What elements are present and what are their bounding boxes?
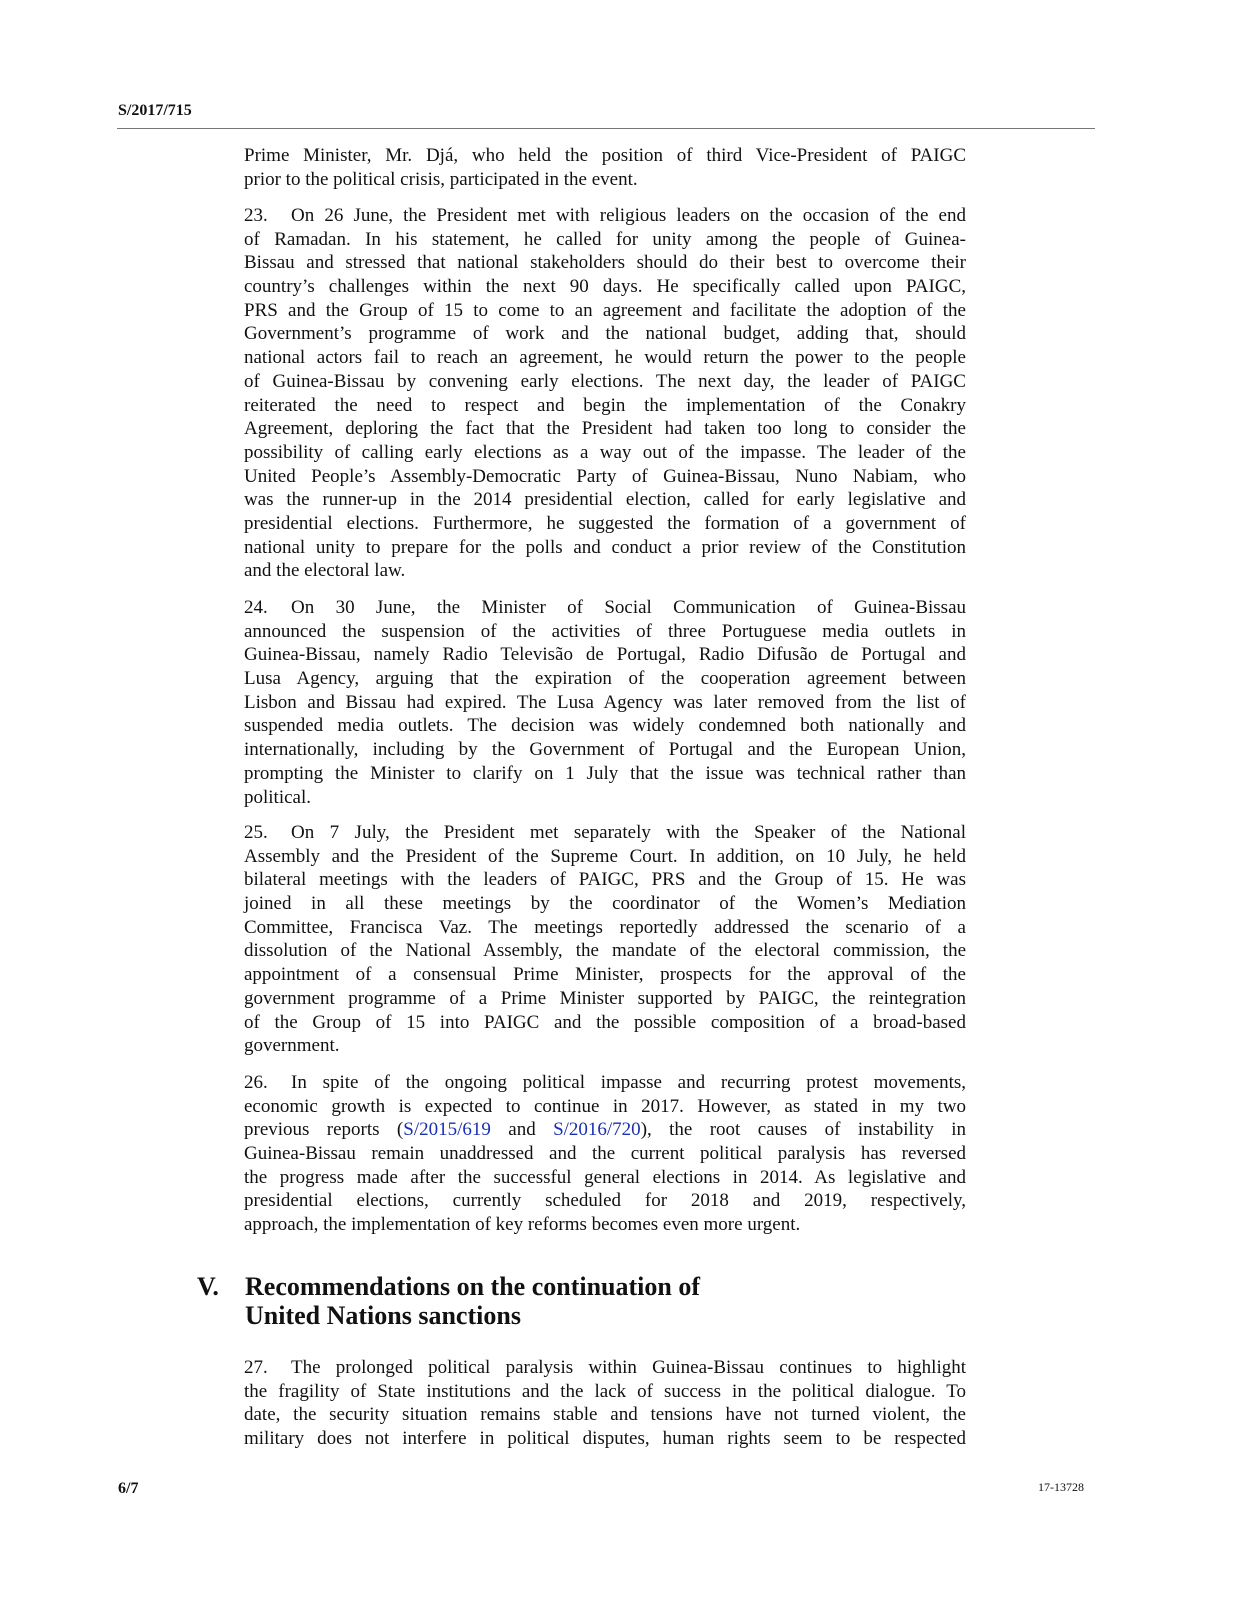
text-line	[244, 714, 966, 738]
paragraph-26	[244, 1071, 966, 1237]
text-line	[244, 1166, 966, 1190]
text-line	[244, 322, 966, 346]
text-line	[244, 228, 966, 252]
text-line	[244, 738, 966, 762]
section-title-line: United Nations sanctions	[245, 1301, 521, 1330]
text-segment: bilateral meetings with the leaders of PAIGC, PRS and the Group of 15. He was	[244, 869, 966, 891]
text-segment: presidential elections. Furthermore, he suggested the formation of a government of	[244, 512, 966, 534]
text-segment: the progress made after the successful general elections in 2014. As legislative and	[244, 1166, 966, 1188]
text-line	[244, 939, 966, 963]
text-segment: Government’s programme of work and the national budget, adding that, should	[244, 323, 966, 345]
text-line	[244, 536, 966, 560]
text-line	[244, 762, 966, 786]
paragraph-25	[244, 821, 966, 1058]
paragraph-number: 24.	[244, 597, 268, 618]
text-line	[244, 643, 966, 667]
text-line	[244, 441, 966, 465]
text-segment: Lisbon and Bissau had expired. The Lusa Agency was later removed from the list of	[244, 691, 966, 713]
text-line	[244, 691, 966, 715]
section-title-line: Recommendations on the continuation of	[245, 1272, 701, 1301]
text-line	[244, 144, 966, 168]
document-link[interactable]: S/2015/619	[403, 1119, 491, 1141]
paragraph-27	[244, 1356, 966, 1451]
text-segment: United People’s Assembly-Democratic Party of Guinea-Bissau, Nuno Nabiam, who	[244, 465, 966, 487]
text-segment: Guinea-Bissau, namely Radio Televisão de Portugal, Radio Difusão de Portugal and	[244, 644, 966, 666]
text-segment: appointment of a consensual Prime Minister, prospects for the approval of the	[244, 964, 966, 986]
text-line	[244, 275, 966, 299]
paragraph-number: 27.	[244, 1357, 268, 1378]
text-line	[244, 1142, 966, 1166]
text-line	[244, 488, 966, 512]
text-segment: Lusa Agency, arguing that the expiration of the cooperation agreement between	[244, 668, 966, 690]
text-line	[244, 845, 966, 869]
text-segment: Committee, Francisca Vaz. The meetings reportedly addressed the scenario of a	[244, 916, 966, 938]
text-segment: approach, the implementation of key reforms becomes even more urgent.	[244, 1214, 801, 1236]
text-line	[244, 620, 966, 644]
text-segment: dissolution of the National Assembly, the mandate of the electoral commission, the	[244, 940, 966, 962]
text-line	[244, 786, 966, 810]
text-segment: of Guinea-Bissau by convening early elections. The next day, the leader of PAIGC	[244, 370, 966, 392]
text-line	[244, 204, 966, 228]
text-segment: of the Group of 15 into PAIGC and the possible composition of a broad-based	[244, 1011, 966, 1033]
text-line	[244, 987, 966, 1011]
text-line	[244, 1189, 966, 1213]
text-line	[244, 963, 966, 987]
paragraph-number: 26.	[244, 1072, 268, 1093]
text-segment: was the runner-up in the 2014 presidential election, called for early legislative and	[244, 489, 966, 511]
text-line	[244, 1034, 966, 1058]
document-symbol: S/2017/715	[118, 102, 192, 119]
text-segment: In spite of the ongoing political impasse and recurring protest movements,	[291, 1072, 966, 1093]
text-segment: political.	[244, 786, 312, 808]
text-segment: prior to the political crisis, participated in the event.	[244, 168, 638, 190]
text-line	[244, 1213, 966, 1237]
text-segment: country’s challenges within the next 90 days. He specifically called upon PAIGC,	[244, 276, 966, 298]
text-segment: prompting the Minister to clarify on 1 July that the issue was technical rather than	[244, 762, 966, 784]
text-segment: government programme of a Prime Minister supported by PAIGC, the reintegration	[244, 987, 966, 1009]
text-segment: Assembly and the President of the Supreme Court. In addition, on 10 July, he held	[244, 845, 966, 867]
text-segment: date, the security situation remains stable and tensions have not turned violent, the	[244, 1404, 966, 1426]
text-segment: On 7 July, the President met separately with the Speaker of the National	[291, 822, 966, 843]
text-segment: Agreement, deploring the fact that the President had taken too long to consider the	[244, 418, 966, 440]
text-line	[244, 1011, 966, 1035]
text-segment: On 26 June, the President met with religious leaders on the occasion of the end	[291, 205, 966, 226]
text-segment: On 30 June, the Minister of Social Communication of Guinea-Bissau	[291, 597, 966, 618]
text-line	[244, 1380, 966, 1404]
text-line	[244, 168, 966, 192]
text-line	[244, 916, 966, 940]
text-line	[244, 1071, 966, 1095]
text-segment: national unity to prepare for the polls and conduct a prior review of the Constitution	[244, 536, 966, 558]
text-line	[244, 512, 966, 536]
page-number: 6/7	[118, 1480, 139, 1497]
text-segment: reiterated the need to respect and begin the implementation of the Conakry	[244, 394, 966, 416]
text-segment: possibility of calling early elections as a way out of the impasse. The leader of the	[244, 441, 966, 463]
paragraph-number: 23.	[244, 205, 268, 226]
text-segment: suspended media outlets. The decision was widely condemned both nationally and	[244, 715, 966, 737]
paragraph-number: 25.	[244, 822, 268, 843]
text-line	[244, 370, 966, 394]
text-segment: and	[490, 1119, 554, 1141]
text-line	[244, 394, 966, 418]
text-line	[244, 465, 966, 489]
text-line	[244, 299, 966, 323]
text-line	[244, 596, 966, 620]
text-segment: and the electoral law.	[244, 560, 406, 582]
text-segment: announced the suspension of the activities of three Portuguese media outlets in	[244, 620, 966, 642]
text-line	[244, 417, 966, 441]
text-segment: national actors fail to reach an agreement, he would return the power to the people	[244, 347, 966, 369]
text-segment: PRS and the Group of 15 to come to an agreement and facilitate the adoption of the	[244, 299, 966, 321]
text-segment: Bissau and stressed that national stakeholders should do their best to overcome their	[244, 252, 966, 274]
text-segment: previous reports (	[244, 1119, 404, 1141]
text-line	[244, 1356, 966, 1380]
text-segment: economic growth is expected to continue in 2017. However, as stated in my two	[244, 1095, 966, 1117]
document-id: 17-13728	[1038, 1480, 1084, 1494]
text-line	[244, 892, 966, 916]
text-segment: Guinea-Bissau remain unaddressed and the current political paralysis has reversed	[244, 1143, 966, 1165]
text-line	[244, 559, 966, 583]
paragraph-24	[244, 596, 966, 809]
section-number: V.	[197, 1272, 219, 1301]
text-segment: Prime Minister, Mr. Djá, who held the position of third Vice-President of PAIGC	[244, 145, 966, 166]
text-line	[244, 1095, 966, 1119]
text-segment: the fragility of State institutions and the lack of success in the political dialogue. To	[244, 1380, 966, 1402]
paragraph-22-continued	[244, 144, 966, 191]
paragraph-23	[244, 204, 966, 583]
text-segment: military does not interfere in political disputes, human rights seem to be respected	[244, 1428, 966, 1450]
document-link[interactable]: S/2016/720	[553, 1119, 641, 1141]
text-segment: The prolonged political paralysis within Guinea-Bissau continues to highlight	[291, 1357, 966, 1378]
text-segment: of Ramadan. In his statement, he called for unity among the people of Guinea-	[244, 228, 966, 250]
text-line	[244, 868, 966, 892]
text-segment: government.	[244, 1035, 340, 1057]
text-line	[244, 1403, 966, 1427]
text-line	[244, 1427, 966, 1451]
text-line	[244, 821, 966, 845]
text-segment: presidential elections, currently scheduled for 2018 and 2019, respectively,	[244, 1190, 966, 1212]
text-segment: internationally, including by the Government of Portugal and the European Union,	[244, 739, 966, 761]
header-rule	[117, 128, 1095, 129]
text-line	[244, 1118, 966, 1142]
text-line	[244, 667, 966, 691]
text-segment: ), the root causes of instability in	[640, 1119, 966, 1141]
text-line	[244, 251, 966, 275]
text-segment: joined in all these meetings by the coordinator of the Women’s Mediation	[244, 893, 966, 915]
text-line	[244, 346, 966, 370]
